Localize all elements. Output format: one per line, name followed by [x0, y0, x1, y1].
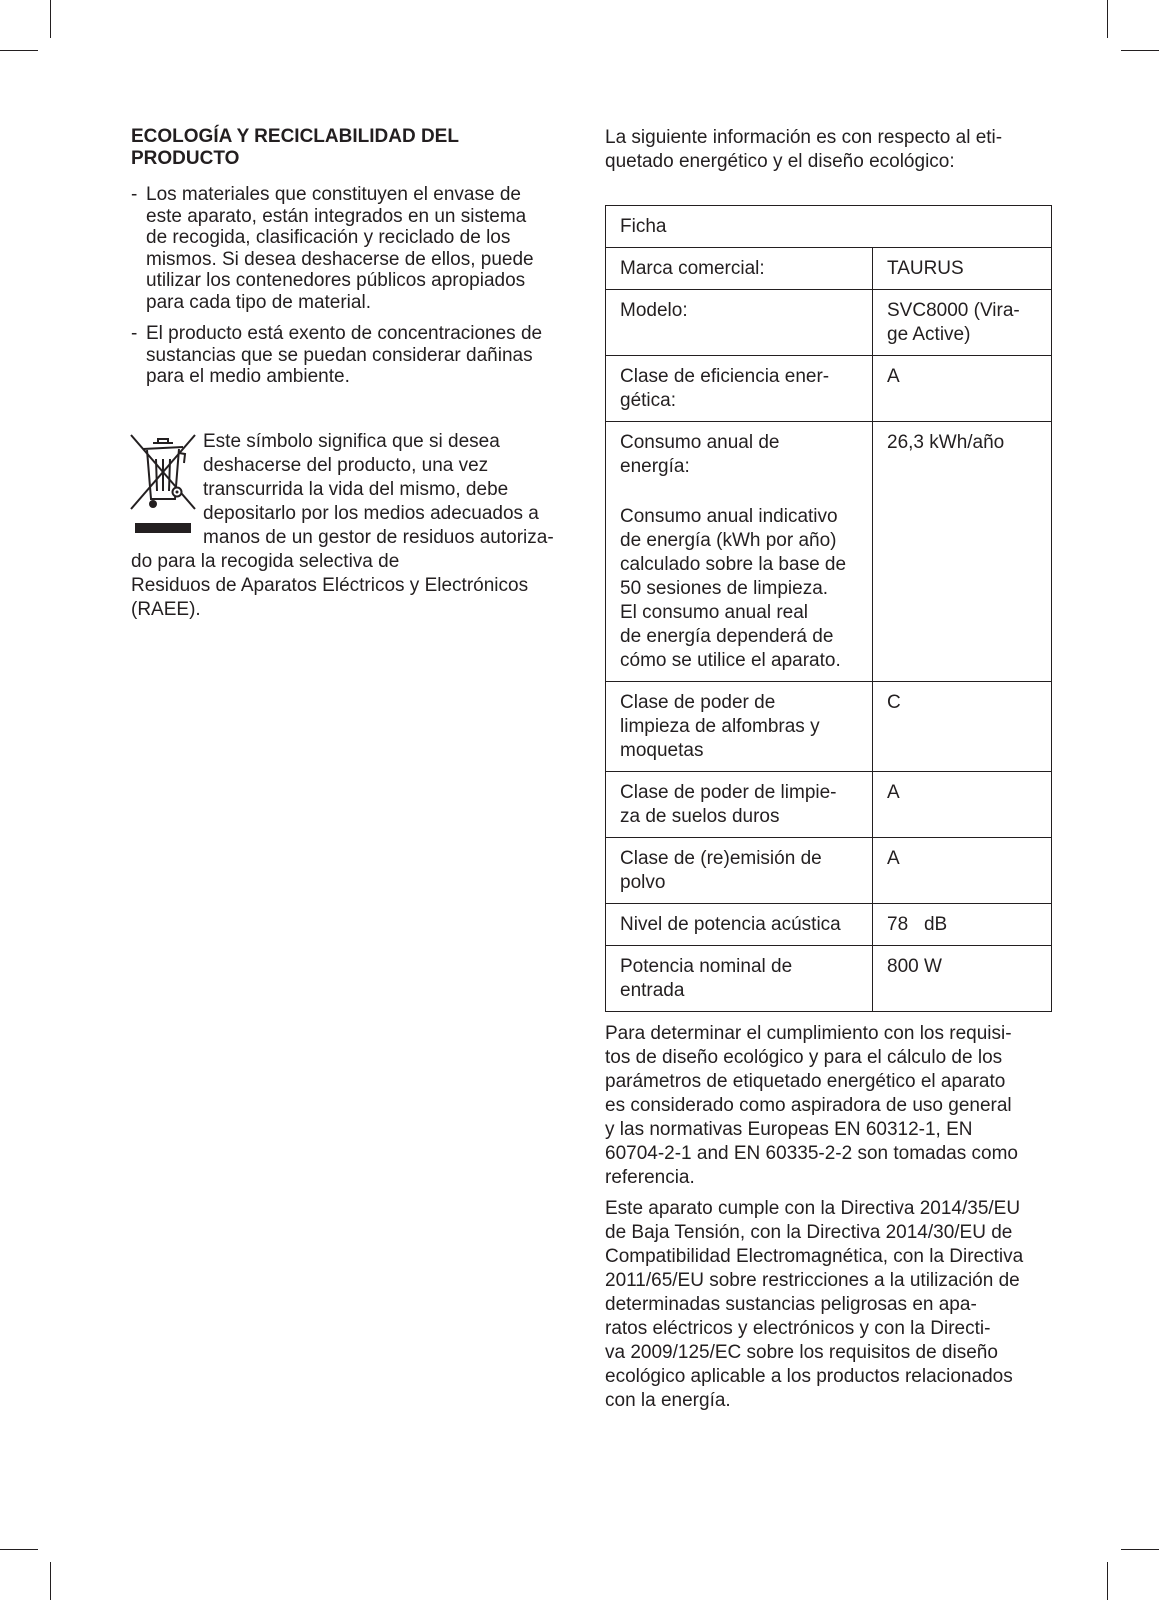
- bullet-item: [131, 323, 576, 388]
- text-line: sustancias que se puedan considerar dañinas: [146, 344, 533, 366]
- table-row: [606, 946, 1052, 1012]
- weee-notice: [131, 430, 576, 622]
- row-value: A: [873, 772, 1052, 838]
- crossed-out-wheelie-bin-icon: [129, 433, 197, 537]
- text-line: deshacerse del producto, una vez: [203, 454, 489, 476]
- row-value: 78 dB: [873, 904, 1052, 946]
- heading-line: ECOLOGÍA Y RECICLABILIDAD DEL: [131, 126, 459, 147]
- row-label: Potencia nominal de entrada: [606, 946, 873, 1012]
- table-row: [606, 422, 1052, 682]
- table-row: [606, 772, 1052, 838]
- crop-mark: [1107, 0, 1108, 38]
- row-value: TAURUS: [873, 248, 1052, 290]
- text-line: este aparato, están integrados en un sistema: [146, 205, 527, 227]
- paragraph: Este aparato cumple con la Directiva 2014/35/EU de Baja Tensión, con la Directiva 2014/30/EU de Compatibilidad Electromagnética, con la Directiva 2011/65/EU sobre restricciones a la utilización de determinadas sustancias peligrosas en apa- ratos eléctricos y electrónicos y con la Directi- va 2009/125/EC sobre los requisitos de diseño ecológico aplicable a los productos relacionados con la energía.: [605, 1198, 1024, 1411]
- table-row: [606, 904, 1052, 946]
- row-value: A: [873, 838, 1052, 904]
- text-line: (RAEE).: [131, 598, 201, 620]
- table-row: [606, 838, 1052, 904]
- crop-mark: [0, 50, 38, 51]
- text-line: transcurrida la vida del mismo, debe: [203, 478, 509, 500]
- left-column: [131, 126, 576, 622]
- row-label: Modelo:: [606, 290, 873, 356]
- table-header-row: [606, 206, 1052, 248]
- row-note: Consumo anual indicativo de energía (kWh por año) calculado sobre la base de 50 sesiones de limpieza. El consumo anual real de energía dependerá de cómo se utilice el aparato.: [620, 506, 847, 671]
- bullet-dash: -: [131, 323, 138, 344]
- text-line: La siguiente información es con respecto al eti-: [605, 127, 1003, 148]
- row-label: Clase de (re)emisión de polvo: [606, 838, 873, 904]
- row-value: 800 W: [873, 946, 1052, 1012]
- text-line: manos de un gestor de residuos autoriza-: [203, 526, 554, 548]
- row-value: C: [873, 682, 1052, 772]
- table-row: [606, 290, 1052, 356]
- text-line: de recogida, clasificación y reciclado de los: [146, 227, 511, 248]
- crop-mark: [1121, 1549, 1159, 1550]
- intro-text: [605, 126, 1052, 174]
- row-value: SVC8000 (Vira- ge Active): [873, 290, 1052, 356]
- row-label: Clase de poder de limpieza de alfombras y moquetas: [606, 682, 873, 772]
- crop-mark: [1107, 1562, 1108, 1600]
- crop-mark: [1121, 50, 1159, 51]
- table-header: Ficha: [606, 206, 1052, 248]
- text-line: Este símbolo significa que si desea: [203, 430, 500, 452]
- weee-text: [131, 430, 576, 622]
- bullet-text: [146, 323, 576, 388]
- row-label: Nivel de potencia acústica: [606, 904, 873, 946]
- row-label: Clase de eficiencia ener- gética:: [606, 356, 873, 422]
- text-line: Residuos de Aparatos Eléctricos y Electrónicos: [131, 574, 529, 596]
- row-label: Clase de poder de limpie- za de suelos duros: [606, 772, 873, 838]
- table-row: [606, 682, 1052, 772]
- table-row: [606, 248, 1052, 290]
- text-line: para cada tipo de material.: [146, 291, 371, 313]
- heading-line: PRODUCTO: [131, 148, 240, 169]
- text-line: depositarlo por los medios adecuados a: [203, 502, 539, 524]
- text-line: para el medio ambiente.: [146, 366, 350, 387]
- crop-mark: [50, 1562, 51, 1600]
- crop-mark: [0, 1549, 38, 1550]
- product-fiche-table: [605, 205, 1052, 1012]
- bullet-text: [146, 184, 576, 313]
- section-heading: [131, 126, 576, 170]
- bullet-item: [131, 184, 576, 313]
- table-row: [606, 356, 1052, 422]
- paragraph: Para determinar el cumplimiento con los requisi- tos de diseño ecológico y para el cálculo de los parámetros de etiquetado energético el aparato es considerado como aspiradora de uso general y las normativas Europeas EN 60312-1, EN 60704-2-1 and EN 60335-2-2 son tomadas como referencia.: [605, 1023, 1018, 1188]
- row-label: Consumo anual de energía: Consumo anual indicativo de energía (kWh por año) calculado sobre la base de 50 sesiones de limpieza. El consumo anual real de energía dependerá de cómo se utilice el aparato.: [606, 422, 873, 682]
- text-line: utilizar los contenedores públicos apropiados: [146, 270, 526, 291]
- row-value: A: [873, 356, 1052, 422]
- text-line: quetado energético y el diseño ecológico:: [605, 151, 955, 172]
- text-line: El producto está exento de concentraciones de: [146, 323, 543, 344]
- text-line: do para la recogida selectiva de: [131, 550, 400, 572]
- text-line: Los materiales que constituyen el envase de: [146, 184, 521, 205]
- row-value: 26,3 kWh/año: [873, 422, 1052, 682]
- text-line: mismos. Si desea deshacerse de ellos, puede: [146, 248, 534, 270]
- right-column: [605, 126, 1052, 1420]
- crop-mark: [50, 0, 51, 38]
- bullet-dash: -: [131, 184, 138, 205]
- row-label: Marca comercial:: [606, 248, 873, 290]
- compliance-text: [605, 1022, 1052, 1413]
